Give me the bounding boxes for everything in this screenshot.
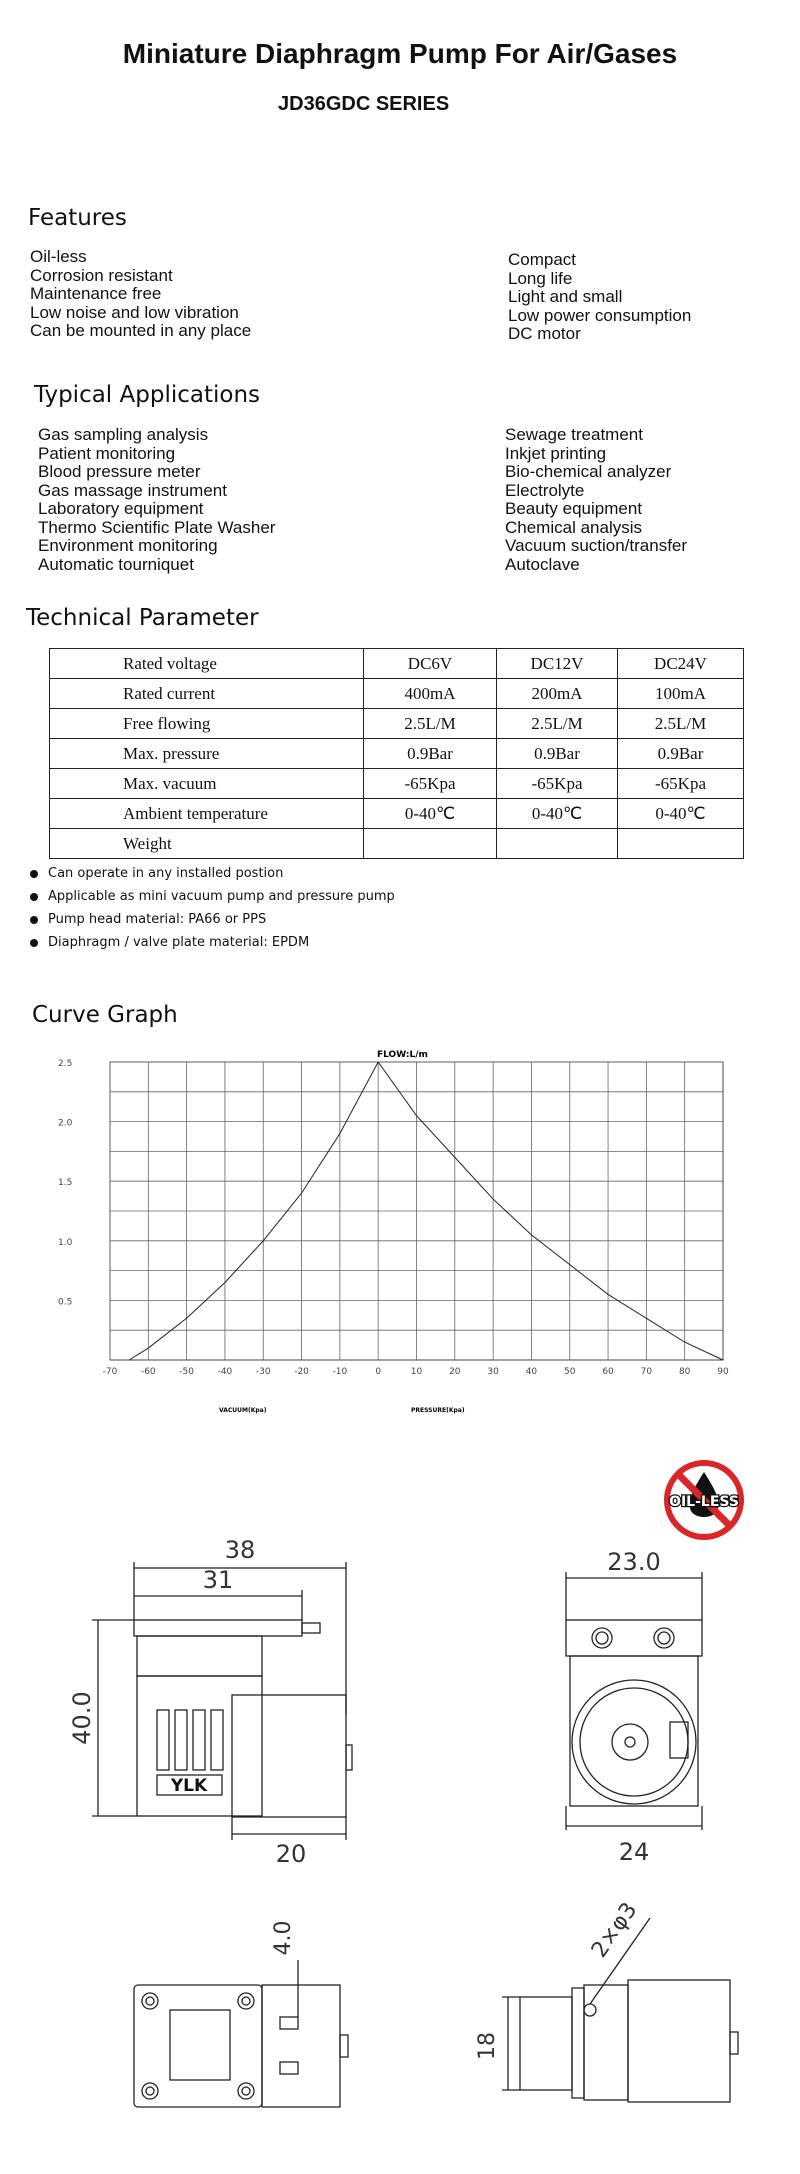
dim-31: 31 [202,1566,234,1594]
dim-38: 38 [224,1536,256,1564]
x-label-pressure: PRESSURE(Kpa) [411,1407,465,1414]
param-value-cell: 0-40℃ [497,799,618,829]
list-item: Oil-less [30,247,87,266]
pump-side-view [92,1562,352,1840]
param-value-cell: 400mA [364,679,497,709]
param-name-cell: Max. pressure [50,739,364,769]
param-value-cell: 0-40℃ [364,799,497,829]
list-item: Corrosion resistant [30,265,173,285]
table-row [50,709,744,739]
param-value-cell: DC6V [364,649,497,679]
x-tick-label: 50 [564,1367,576,1377]
y-tick-label: 2.5 [58,1059,73,1069]
param-value-cell [618,829,744,859]
note-text: Diaphragm / valve plate material: EPDM [48,935,310,950]
x-label-vacuum: VACUUM(Kpa) [219,1407,267,1414]
note-item [30,889,395,904]
x-tick-label: 30 [487,1367,499,1377]
bullet-icon [30,893,38,901]
list-item: Long life [508,268,573,288]
list-item: Inkjet printing [505,443,607,463]
table-row [50,799,744,829]
param-value-cell: 0-40℃ [618,799,744,829]
x-tick-label: 80 [678,1367,691,1377]
y-tick-label: 1.0 [58,1237,73,1248]
param-name-cell: Rated current [50,679,364,709]
param-value-cell: 0.9Bar [497,739,618,769]
param-name-cell: Ambient temperature [50,799,364,829]
x-tick-label: 70 [640,1367,653,1377]
x-tick-label: 40 [525,1367,538,1377]
bullet-icon [30,939,38,947]
bullet-icon [30,916,38,924]
param-value-cell [497,829,618,859]
chart-title: FLOW:L/m [377,1050,428,1060]
param-value-cell: 0.9Bar [618,739,744,769]
param-value-cell: DC24V [618,649,744,679]
param-name-cell: Weight [50,829,364,859]
table-row [50,739,744,769]
param-value-cell: 2.5L/M [497,709,618,739]
chart-tick-labels [58,1059,729,1377]
applications-heading: Typical Applications [34,382,261,408]
pump-top-view [134,1960,348,2107]
x-tick-label: 20 [449,1367,461,1377]
note-text: Can operate in any installed postion [48,866,284,881]
bullet-icon [30,870,38,878]
x-tick-label: -20 [294,1367,309,1377]
note-text: Pump head material: PA66 or PPS [48,912,267,927]
chart-grid [110,1062,723,1360]
list-item: DC motor [508,324,581,343]
flow-chart [0,1040,800,1420]
list-item: Can be mounted in any place [30,321,252,340]
x-tick-label: -70 [102,1367,118,1377]
param-name-cell: Max. vacuum [50,769,364,799]
list-item: Automatic tourniquet [38,554,194,574]
param-name-cell: Rated voltage [50,649,364,679]
note-item [30,912,266,927]
note-text: Applicable as mini vacuum pump and pressure pump [48,889,395,904]
features-left-list [30,248,251,341]
brand-label: YLK [170,1776,208,1796]
features-right-list [508,251,691,344]
dim-23: 23.0 [607,1548,661,1576]
param-value-cell: -65Kpa [364,769,497,799]
series-name: JD36GDC SERIES [278,93,450,115]
list-item: Sewage treatment [505,425,643,444]
y-tick-label: 2.0 [58,1118,73,1129]
curve-heading: Curve Graph [32,1002,178,1028]
dim-2x3: 2×φ3 [586,1898,643,1963]
y-tick-label: 0.5 [58,1297,73,1308]
dim-40: 40.0 [68,1691,96,1745]
x-tick-label: 90 [717,1367,729,1377]
param-value-cell: 0.9Bar [364,739,497,769]
param-value-cell: 100mA [618,679,744,709]
pump-end-view [502,1918,738,2102]
list-item: Environment monitoring [38,536,218,555]
list-item: Maintenance free [30,284,162,303]
table-row [50,679,744,709]
param-value-cell: -65Kpa [618,769,744,799]
x-tick-label: 60 [602,1367,614,1377]
note-item [30,866,283,881]
features-heading: Features [28,205,127,231]
table-row [50,829,744,859]
x-tick-label: 10 [410,1367,423,1377]
dim-24: 24 [618,1838,650,1866]
param-value-cell [364,829,497,859]
table-row [50,649,744,679]
list-item: Thermo Scientific Plate Washer [38,517,276,537]
list-item: Beauty equipment [505,499,643,518]
list-item: Chemical analysis [505,517,642,537]
page-title: Miniature Diaphragm Pump For Air/Gases [122,38,678,69]
dim-20: 20 [275,1840,307,1868]
x-tick-label: -30 [255,1367,271,1377]
param-name-cell: Free flowing [50,709,364,739]
x-tick-label: -60 [140,1367,156,1377]
list-item: Light and small [508,287,623,306]
param-value-cell: 200mA [497,679,618,709]
list-item: Compact [508,250,577,269]
param-value-cell: 2.5L/M [618,709,744,739]
x-tick-label: -50 [179,1367,194,1377]
list-item: Electrolyte [505,480,585,500]
technical-table [49,648,744,859]
applications-left-list [38,426,275,574]
param-value-cell: -65Kpa [497,769,618,799]
x-tick-label: 0 [375,1367,382,1377]
y-tick-label: 1.5 [58,1178,73,1189]
list-item: Low power consumption [508,305,692,325]
table-row [50,769,744,799]
list-item: Bio-chemical analyzer [505,462,672,481]
note-item [30,935,309,950]
dim-4: 4.0 [271,1920,296,1956]
list-item: Laboratory equipment [38,499,204,518]
list-item: Autoclave [505,554,580,574]
list-item: Patient monitoring [38,443,176,463]
technical-heading: Technical Parameter [26,605,259,631]
dim-18: 18 [475,2032,500,2060]
param-value-cell: 2.5L/M [364,709,497,739]
list-item: Vacuum suction/transfer [505,536,688,555]
param-value-cell: DC12V [497,649,618,679]
x-tick-label: -40 [217,1367,233,1377]
applications-right-list [505,426,687,574]
list-item: Blood pressure meter [38,462,201,481]
list-item: Low noise and low vibration [30,302,239,322]
list-item: Gas sampling analysis [38,425,209,444]
pump-front-view [566,1572,702,1830]
dimension-drawings [0,1520,800,2174]
oil-less-badge-text: OIL-LESS [669,1494,739,1510]
list-item: Gas massage instrument [38,480,227,500]
x-tick-label: -10 [332,1367,348,1377]
